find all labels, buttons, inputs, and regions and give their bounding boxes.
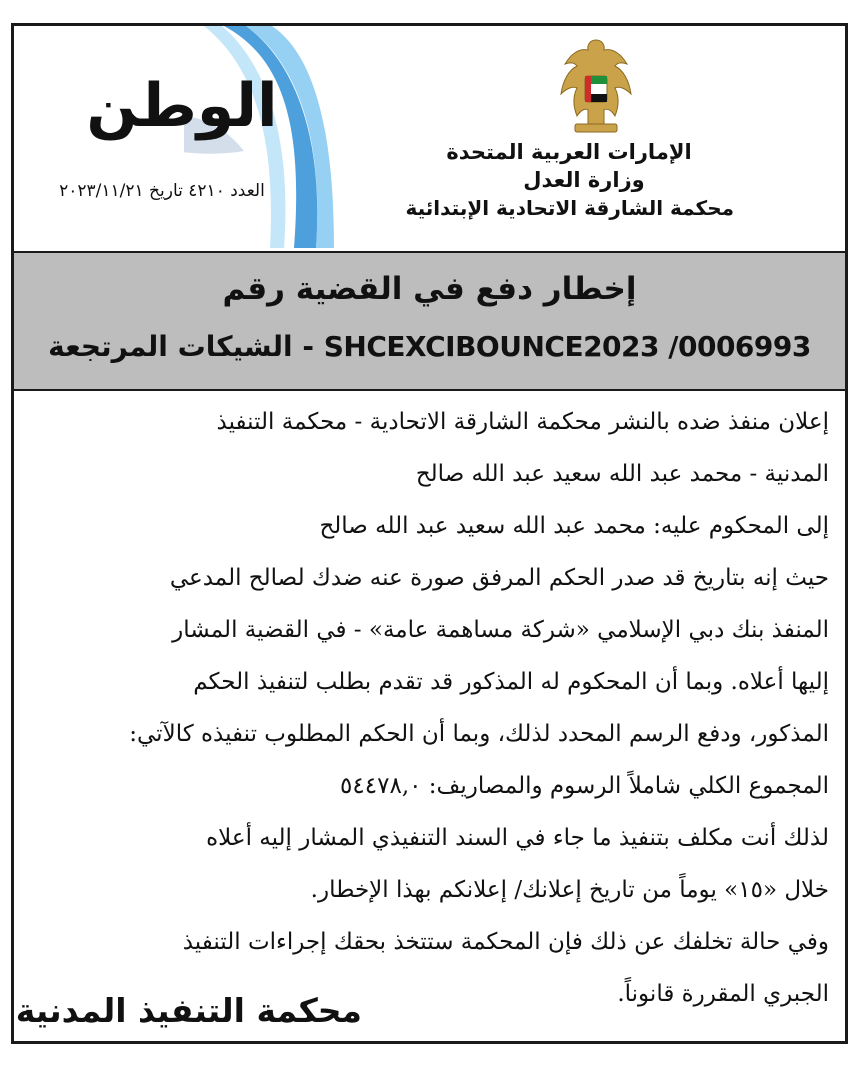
notice-title: إخطار دفع في القضية رقم <box>222 271 637 307</box>
case-reference <box>14 330 845 363</box>
government-authority-block <box>405 138 734 222</box>
notice-header <box>14 26 845 248</box>
body-line: حيث إنه بتاريخ قد صدر الحكم المرفق صورة عنه ضدك لصالح المدعي <box>169 565 829 591</box>
court-name: محكمة الشارقة الاتحادية الإبتدائية <box>405 195 734 220</box>
notice-title-band <box>14 251 845 391</box>
body-line: وفي حالة تخلفك عن ذلك فإن المحكمة ستتخذ بحقك إجراءات التنفيذ <box>182 929 829 955</box>
case-type: - الشيكات المرتجعة <box>48 330 314 363</box>
uae-eagle-emblem-icon <box>557 36 635 134</box>
notice-body <box>28 396 829 1020</box>
body-line-total-amount: المجموع الكلي شاملاً الرسوم والمصاريف: ٥٤٤٧٨,٠ <box>340 773 829 799</box>
body-line: إلى المحكوم عليه: محمد عبد الله سعيد عبد الله صالح <box>319 513 829 539</box>
ministry-name: وزارة العدل <box>523 168 645 193</box>
newspaper-name: الوطن <box>86 71 278 141</box>
case-number: SHCEXCIBOUNCE2023 /0006993 <box>323 330 811 363</box>
body-line: المدنية - محمد عبد الله سعيد عبد الله صالح <box>415 461 829 487</box>
body-line: خلال «١٥» يوماً من تاريخ إعلانك/ إعلانكم بهذا الإخطار. <box>310 877 829 903</box>
body-line: المذكور، ودفع الرسم المحدد لذلك، وبما أن الحكم المطلوب تنفيذه كالآتي: <box>129 721 829 747</box>
body-line: المنفذ بنك دبي الإسلامي «شركة مساهمة عامة» - في القضية المشار <box>172 617 829 643</box>
body-line: إليها أعلاه. وبما أن المحكوم له المذكور قد تقدم بطلب لتنفيذ الحكم <box>193 669 829 695</box>
body-line: الجبري المقررة قانوناً. <box>617 981 829 1007</box>
notice-frame <box>11 23 848 1044</box>
body-line: إعلان منفذ ضده بالنشر محكمة الشارقة الاتحادية - محكمة التنفيذ <box>216 409 829 435</box>
issue-number-date: العدد ٤٢١٠ تاريخ ٢٠٢٣/١١/٢١ <box>59 181 265 201</box>
country-name: الإمارات العربية المتحدة <box>446 140 692 164</box>
body-line: لذلك أنت مكلف بتنفيذ ما جاء في السند التنفيذي المشار إليه أعلاه <box>206 825 829 851</box>
issuing-court-signature: محكمة التنفيذ المدنية <box>15 991 362 1030</box>
